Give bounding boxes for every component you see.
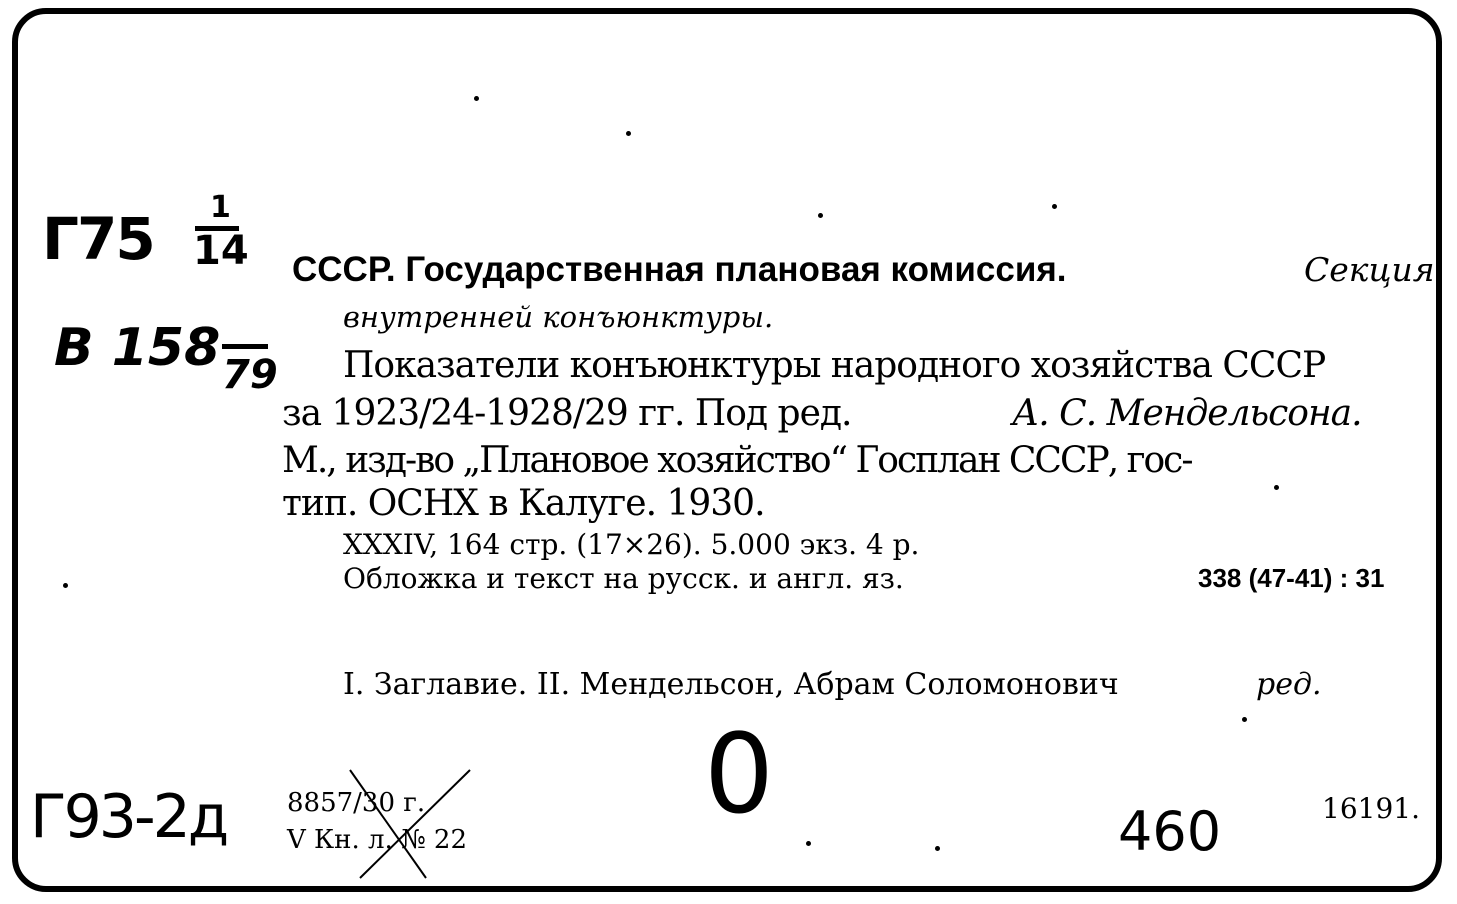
heading-section: внутренней конъюнктуры.: [343, 300, 774, 334]
imprint-line: М., изд-во „Плановое хозяйство“ Госплан СССР, гос-: [282, 440, 1192, 481]
speck: [1274, 485, 1279, 490]
handwritten-shelfmark-main: Г75: [42, 205, 154, 273]
handwritten-mark: Г93-2д: [30, 782, 227, 852]
imprint-line: тип. ОСНХ в Калуге. 1930.: [282, 483, 765, 524]
speck: [626, 131, 631, 136]
speck: [806, 841, 811, 846]
strike-marks: [330, 760, 480, 880]
handwritten-shelfmark-main: В 158: [54, 318, 221, 378]
handwritten-shelfmark-bottom: 79: [222, 352, 278, 398]
language-note: Обложка и текст на русск. и англ. яз.: [343, 562, 904, 595]
handwritten-shelfmark-bottom: 14: [193, 228, 249, 274]
title-line: Показатели конъюнктуры народного хозяйства СССР: [343, 345, 1326, 386]
handwritten-mark: 460: [1118, 800, 1222, 863]
tracings: I. Заглавие. II. Мендельсон, Абрам Соломонович: [343, 667, 1119, 702]
heading-section: Секция: [1304, 250, 1435, 289]
card-number: 16191.: [1322, 792, 1420, 825]
heading-organization: СССР. Государственная плановая комиссия.: [292, 250, 1067, 289]
handwritten-fraction-bar: [222, 344, 268, 349]
accession-number: 8857/30 г.: [287, 788, 426, 818]
speck: [935, 846, 940, 851]
tracings-role: ред.: [1256, 667, 1322, 702]
handwritten-shelfmark-top: 1: [210, 190, 231, 225]
speck: [474, 96, 479, 101]
speck: [63, 583, 68, 588]
classification-number: 338 (47-41) : 31: [1198, 563, 1385, 593]
speck: [1052, 204, 1057, 209]
speck: [1242, 717, 1247, 722]
speck: [818, 213, 823, 218]
handwritten-circle-mark: 0: [704, 710, 774, 838]
title-line: за 1923/24-1928/29 гг. Под ред.: [282, 393, 852, 434]
collation: XXXIV, 164 стр. (17×26). 5.000 экз. 4 р.: [343, 528, 920, 561]
book-chamber-number: V Кн. л. № 22: [287, 825, 468, 855]
editor-name: А. С. Мендельсона.: [1012, 393, 1362, 434]
